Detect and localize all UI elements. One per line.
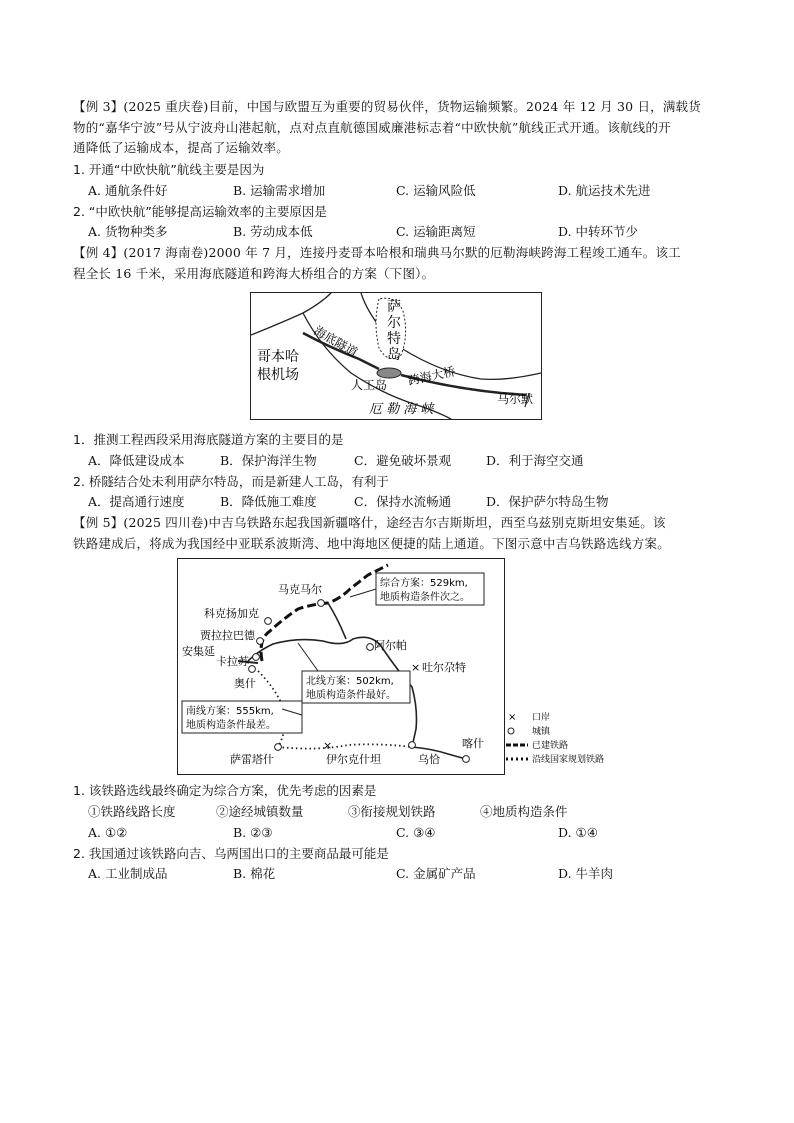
town-icon bbox=[508, 728, 514, 734]
example4-intro-line1: 【例 4】(2017 海南卷)2000 年 7 月，连接丹麦哥本哈根和瑞典马尔默的厄勒海峡跨海工程竣工通车。该工 bbox=[73, 245, 681, 260]
callout-south-line2: 地质构造条件最差。 bbox=[186, 720, 276, 731]
oresund-strait-label: 厄 勒 海 峡 bbox=[369, 402, 434, 417]
callout-north-line1: 北线方案：502km, bbox=[306, 676, 394, 687]
example5-question2: 2. 我国通过该铁路向吉、乌两国出口的主要商品最可能是 bbox=[73, 846, 389, 861]
option-c[interactable]: C. 金属矿产品 bbox=[396, 866, 476, 881]
label-kashgar: 喀什 bbox=[462, 737, 484, 750]
option-c[interactable]: C. 运输风险低 bbox=[396, 183, 476, 198]
label-karasu: 卡拉苏 bbox=[216, 655, 249, 668]
railway-map-svg bbox=[178, 559, 504, 774]
option-c[interactable]: C．避免破坏景观 bbox=[354, 453, 452, 468]
example3-intro-line1: 【例 3】(2025 重庆卷)目前，中国与欧盟互为重要的贸易伙伴，货物运输频繁。2024 年 12 月 30 日，满载货 bbox=[73, 99, 701, 114]
option-d[interactable]: D．利于海空交通 bbox=[486, 453, 584, 468]
malmo-label: 马尔默 bbox=[497, 392, 534, 406]
town-arpa bbox=[367, 644, 374, 651]
town-jalalabad bbox=[257, 638, 264, 645]
callout-south-line1: 南线方案：555km, bbox=[186, 706, 274, 717]
oresund-map bbox=[250, 292, 542, 420]
port-icon: × bbox=[508, 712, 517, 723]
option-a[interactable]: A. 货物种类多 bbox=[88, 224, 168, 239]
example4-intro-line2: 程全长 16 千米，采用海底隧道和跨海大桥组合的方案（下图）。 bbox=[73, 266, 435, 281]
label-saritash: 萨雷塔什 bbox=[230, 753, 274, 766]
label-irkeshtam: 伊尔克什坦 bbox=[326, 753, 381, 766]
label-jalalabad: 贾拉拉巴德 bbox=[200, 629, 255, 642]
town-osh bbox=[249, 666, 256, 673]
example5-intro-line1: 【例 5】(2025 四川卷)中吉乌铁路东起我国新疆喀什，途经吉尔吉斯斯坦，西至乌兹别克斯坦安集延。该 bbox=[73, 515, 666, 530]
option-a[interactable]: A. 工业制成品 bbox=[88, 866, 168, 881]
bridge-label: 跨海大桥 bbox=[406, 364, 457, 388]
town-andijan bbox=[253, 654, 260, 661]
example3-question2: 2. “中欧快航”能够提高运输效率的主要原因是 bbox=[73, 204, 327, 219]
example3-intro-line3: 通降低了运输成本，提高了运输效率。 bbox=[73, 140, 289, 155]
island-label-char3: 特 bbox=[387, 331, 401, 347]
callout-comprehensive-line1: 综合方案：529km, bbox=[380, 578, 468, 589]
town-kokyangak bbox=[265, 618, 272, 625]
label-makmal: 马克马尔 bbox=[278, 583, 322, 596]
island-label-char1: 萨 bbox=[387, 299, 401, 315]
callout-north-line2: 地质构造条件最好。 bbox=[306, 690, 396, 701]
example4-question2: 2. 桥隧结合处未利用萨尔特岛，而是新建人工岛，有利于 bbox=[73, 474, 389, 489]
factor-1: ①铁路线路长度 bbox=[88, 804, 176, 819]
example4-question1: 1．推测工程西段采用海底隧道方案的主要目的是 bbox=[73, 432, 344, 447]
tunnel-label: 海底隧道 bbox=[311, 323, 361, 360]
legend-svg bbox=[506, 710, 626, 772]
option-c[interactable]: C. 运输距离短 bbox=[396, 224, 476, 239]
example3-intro-line2: 物的“嘉华宁波”号从宁波舟山港起航，点对点直航德国威廉港标志着“中欧快航”航线正式开通。该航线的开 bbox=[73, 120, 671, 135]
option-b[interactable]: B. ②③ bbox=[233, 825, 273, 840]
legend-existing-railway: 已建铁路 bbox=[532, 741, 569, 751]
legend-port: 口岸 bbox=[532, 713, 551, 723]
legend-planned-railway: 沿线国家规划铁路 bbox=[532, 755, 605, 765]
option-b[interactable]: B. 劳动成本低 bbox=[233, 224, 313, 239]
oresund-map-svg bbox=[251, 293, 541, 419]
label-osh: 奥什 bbox=[234, 677, 256, 690]
option-c[interactable]: C．保持水流畅通 bbox=[354, 494, 452, 509]
town-saritash bbox=[275, 744, 282, 751]
route-link bbox=[328, 603, 346, 639]
island-label-char2: 尔 bbox=[387, 315, 401, 331]
label-torugart: 吐尔尕特 bbox=[422, 661, 466, 674]
option-d[interactable]: D. 牛羊肉 bbox=[558, 866, 614, 881]
town-makmal bbox=[318, 600, 325, 607]
artificial-island-shape bbox=[377, 368, 401, 378]
factor-3: ③衔接规划铁路 bbox=[348, 804, 436, 819]
callout-north-pointer bbox=[298, 643, 318, 671]
option-d[interactable]: D. 中转环节少 bbox=[558, 224, 639, 239]
option-a[interactable]: A. 通航条件好 bbox=[88, 183, 168, 198]
option-b[interactable]: B. 运输需求增加 bbox=[233, 183, 326, 198]
legend-town: 城镇 bbox=[532, 727, 551, 737]
copenhagen-airport-label-1: 哥本哈 bbox=[257, 349, 299, 365]
option-a[interactable]: A．降低建设成本 bbox=[88, 453, 185, 468]
factor-2: ②途经城镇数量 bbox=[216, 804, 304, 819]
factor-4: ④地质构造条件 bbox=[480, 804, 568, 819]
example3-question1: 1. 开通“中欧快航”航线主要是因为 bbox=[73, 162, 265, 177]
copenhagen-airport-label-2: 根机场 bbox=[257, 367, 299, 383]
option-a[interactable]: A．提高通行速度 bbox=[88, 494, 185, 509]
label-andijan: 安集延 bbox=[182, 645, 215, 658]
label-wuqia: 乌恰 bbox=[418, 753, 440, 766]
option-a[interactable]: A. ①② bbox=[88, 825, 128, 840]
label-kokyangak: 科克扬加克 bbox=[204, 607, 259, 620]
option-c[interactable]: C. ③④ bbox=[396, 825, 436, 840]
option-d[interactable]: D. 航运技术先进 bbox=[558, 183, 651, 198]
option-d[interactable]: D．保护萨尔特岛生物 bbox=[486, 494, 609, 509]
callout-comprehensive-pointer bbox=[350, 589, 376, 597]
option-b[interactable]: B．保护海洋生物 bbox=[220, 453, 317, 468]
island-label-char4: 岛 bbox=[387, 347, 401, 363]
railway-map bbox=[177, 558, 505, 775]
port-torugart-icon: × bbox=[411, 661, 421, 674]
town-kashgar bbox=[463, 756, 470, 763]
option-b[interactable]: B. 棉花 bbox=[233, 866, 276, 881]
option-d[interactable]: D. ①④ bbox=[558, 825, 598, 840]
example5-question1: 1. 该铁路选线最终确定为综合方案，优先考虑的因素是 bbox=[73, 783, 377, 798]
option-b[interactable]: B．降低施工难度 bbox=[220, 494, 317, 509]
artificial-island-label: 人工岛 bbox=[351, 378, 388, 392]
callout-comprehensive-line2: 地质构造条件次之。 bbox=[380, 592, 470, 603]
label-arpa: 阿尔帕 bbox=[374, 639, 407, 652]
example5-intro-line2: 铁路建成后，将成为我国经中亚联系波斯湾、地中海地区便捷的陆上通道。下图示意中吉乌铁路选线方案。 bbox=[73, 536, 670, 551]
port-irkeshtam-icon: × bbox=[323, 739, 333, 752]
railway-map-legend bbox=[506, 710, 626, 772]
town-wuqia bbox=[409, 742, 416, 749]
